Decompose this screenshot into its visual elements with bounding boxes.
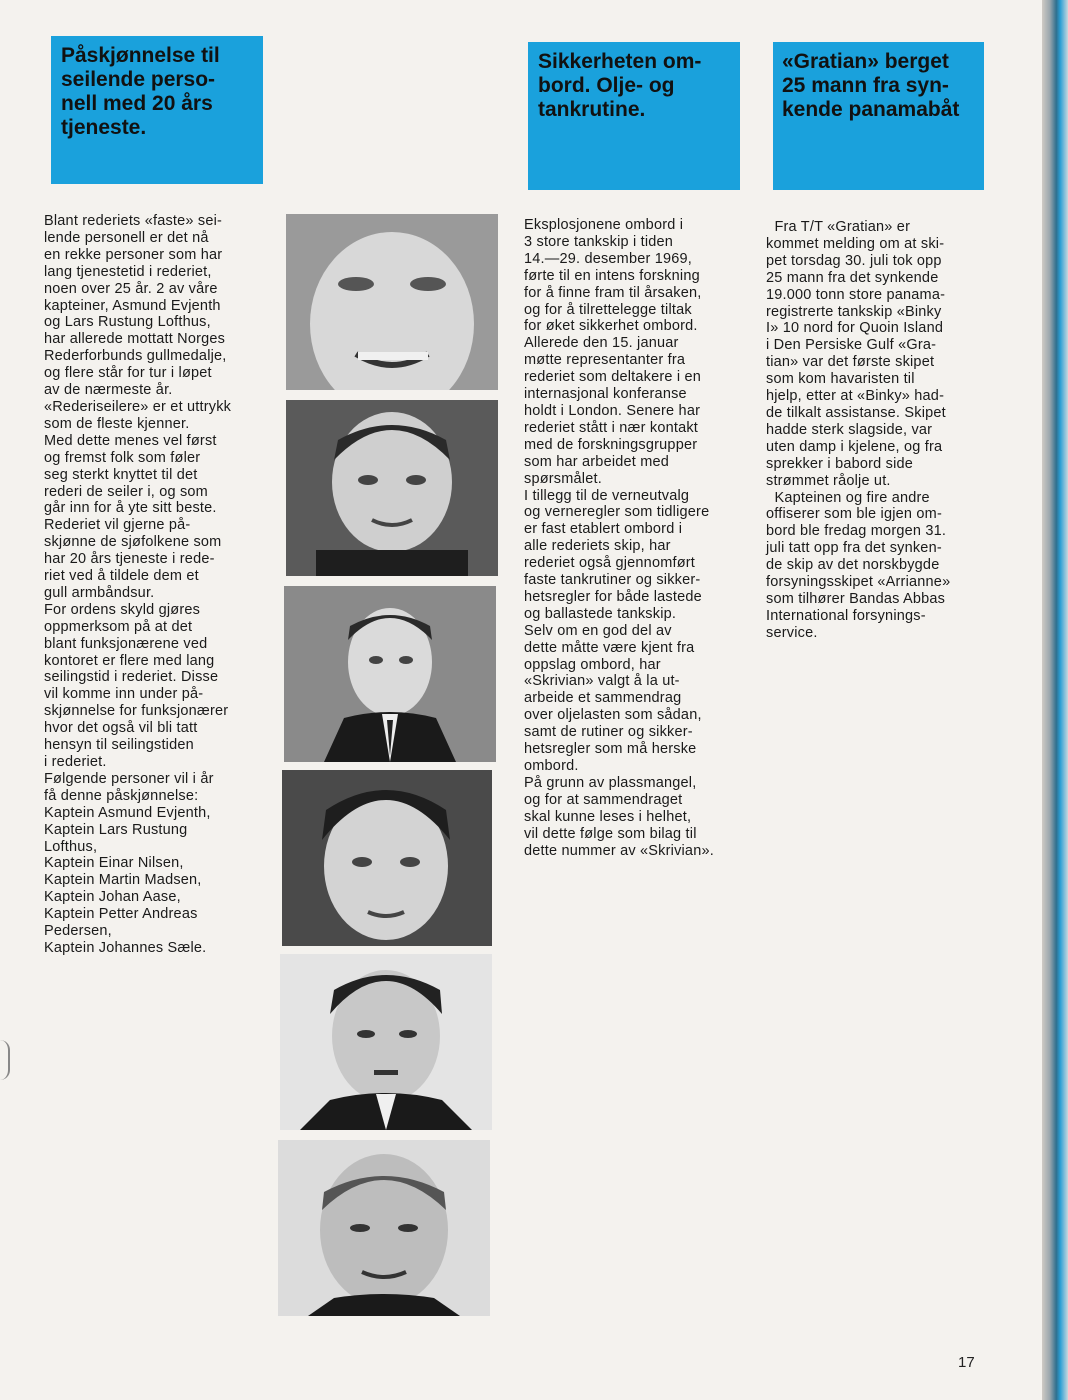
portrait-photo-5 (280, 954, 492, 1130)
headline-safety: Sikkerheten om- bord. Olje- og tankrutine. (538, 50, 702, 121)
article-rescue-text: Fra T/T «Gratian» er kommet melding om at ski- pet torsdag 30. juli tok opp 25 mann fra det synkende 19.000 tonn store panama- registrerte tankskip «Binky I» 10 nord for Quoin Island i Den Persiske Gulf «Gra- tian» var det første skipet som kom havaristen til hjelp, etter at «Binky» had- de tilkalt assistanse. Skipet hadde sterk slagside, var uten damp i kjelene, og fra sprekker i babord side strømmet råolje ut. Kapteinen og fire andre offiserer som ble igjen om- bord ble fredag morgen 31. juli tatt opp fra det synken- de skip av det norskbygde forsyningsskipet «Arrianne» som tilhører Bandas Abbas International forsynings- service. (766, 219, 951, 641)
portrait-photo-1 (286, 214, 498, 390)
headline-award: Påskjønnelse til seilende perso- nell med 20 års tjeneste. (61, 44, 220, 139)
headline-rescue: «Gratian» berget 25 mann fra syn- kende panamabåt (782, 50, 960, 121)
portrait-photo-2 (286, 400, 498, 576)
headline-box-award (51, 36, 263, 184)
portrait-photo-6 (278, 1140, 490, 1316)
headline-box-safety (528, 42, 740, 190)
page-number: 17 (958, 1354, 975, 1371)
portrait-photo-4 (282, 770, 492, 946)
article-award-text: Blant rederiets «faste» sei- lende personell er det nå en rekke personer som har lang tjenestetid i rederiet, noen over 25 år. 2 av våre kapteiner, Asmund Evjenth og Lars Rustung Lofthus, har allerede mottatt Norges Rederforbunds gullmedalje, og flere står for tur i løpet av de nærmeste år. «Rederiseilere» er et uttrykk som de fleste kjenner. Med dette menes vel først og fremst folk som føler seg sterkt knyttet til det rederi de seiler i, og som går inn for å yte sitt beste. Rederiet vil gjerne på- skjønne de sjøfolkene som har 20 års tjeneste i rede- riet ved å tildele dem et gull armbåndsur. For ordens skyld gjøres oppmerksom på at det blant funksjonærene ved kontoret er flere med lang seilingstid i rederiet. Disse vil komme inn under på- skjønnelse for funksjonærer hvor det også vil bli tatt hensyn til seilingstiden i rederiet. Følgende personer vil i år få denne påskjønnelse: Kaptein Asmund Evjenth, Kaptein Lars Rustung Lofthus, Kaptein Einar Nilsen, Kaptein Martin Madsen, Kaptein Johan Aase, Kaptein Petter Andreas Pedersen, Kaptein Johannes Sæle. (44, 213, 232, 956)
portrait-photo-3 (284, 586, 496, 762)
headline-box-rescue (773, 42, 984, 190)
article-safety-text: Eksplosjonene ombord i 3 store tankskip i tiden 14.—29. desember 1969, førte til en intens forskning for å finne fram til årsaken, og for å tilrettelegge tiltak for øket sikkerhet ombord. Allerede den 15. januar møtte representanter fra rederiet som deltakere i en internasjonal konferanse holdt i London. Senere har rederiet stått i nær kontakt med de forskningsgrupper som har arbeidet med spørsmålet. I tillegg til de verneutvalg og verneregler som tidligere er fast etablert ombord i alle rederiets skip, har rederiet også gjennomført faste tankrutiner og sikker- hetsregler for både lastede og ballastede tankskip. Selv om en god del av dette måtte være kjent fra oppslag ombord, har «Skrivian» valgt å la ut- arbeide et sammendrag over oljelasten som sådan, samt de rutiner og sikker- hetsregler som må herske ombord. På grunn av plassmangel, og for at sammendraget skal kunne leses i helhet, vil dette følge som bilag til dette nummer av «Skrivian». (524, 217, 714, 859)
binding-mark (0, 1040, 10, 1080)
magazine-page-edge (1042, 0, 1068, 1400)
